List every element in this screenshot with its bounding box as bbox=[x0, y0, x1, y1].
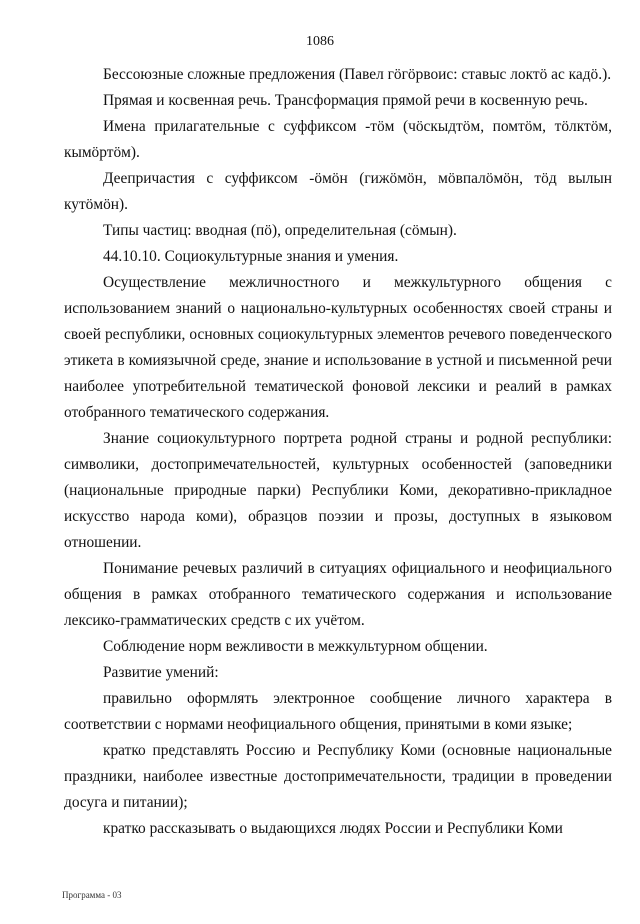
list-item-electronic-message: правильно оформлять электронное сообщение личного характера в соответствии с нормами неофициального общения, принятыми в коми языке; bbox=[64, 690, 612, 733]
list-item-famous-people: кратко рассказывать о выдающихся людях России и Республики Коми bbox=[103, 820, 563, 837]
paragraph-sociocultural-portrait: Знание социокультурного портрета родной страны и родной республики: символики, достопримечательностей, культурных особенностей (заповедники (национальные природные парки) Республики Коми, декоративно-прикладное искусство народа коми), образцов поэзии и прозы, доступных в языковом отношении. bbox=[64, 430, 612, 551]
footer-program-label: Программа - 03 bbox=[62, 890, 122, 900]
paragraph-asyndetic-sentences: Бессоюзные сложные предложения (Павел гӧгӧрвоис: ставыс локтӧ ас кадӧ.). bbox=[103, 66, 612, 83]
paragraph-gerunds-suffix: Деепричастия с суффиксом -ӧмӧн (гижӧмӧн, мӧвпалӧмӧн, тӧд вылын кутӧмӧн). bbox=[64, 170, 612, 213]
list-item-present-russia: кратко представлять Россию и Республику Коми (основные национальные праздники, наиболее известные достопримечательности, традиции в проведении досуга и питании); bbox=[64, 742, 612, 811]
paragraph-politeness-norms: Соблюдение норм вежливости в межкультурном общении. bbox=[103, 638, 488, 655]
paragraph-direct-indirect-speech: Прямая и косвенная речь. Трансформация прямой речи в косвенную речь. bbox=[103, 92, 588, 109]
paragraph-speech-differences: Понимание речевых различий в ситуациях официального и неофициального общения в рамках отобранного тематического содержания и использование лексико-грамматических средств с их учётом. bbox=[64, 560, 612, 629]
paragraph-adjectives-suffix: Имена прилагательные с суффиксом -тӧм (чӧскыдтӧм, помтӧм, тӧлктӧм, кымӧртӧм). bbox=[64, 118, 612, 161]
paragraph-skills-development: Развитие умений: bbox=[103, 664, 219, 681]
paragraph-particle-types: Типы частиц: вводная (пӧ), определительная (сӧмын). bbox=[103, 222, 457, 239]
paragraph-intercultural-communication: Осуществление межличностного и межкультурного общения с использованием знаний о национально-культурных особенностях своей страны и своей республики, основных социокультурных элементов речевого поведенческого этикета в комиязычной среде, знание и использование в устной и письменной речи наиболее употребительной тематической фоновой лексики и реалий в рамках отобранного тематического содержания. bbox=[64, 274, 612, 421]
section-heading: 44.10.10. Социокультурные знания и умения. bbox=[103, 248, 399, 265]
document-body bbox=[64, 62, 612, 842]
page-number: 1086 bbox=[306, 34, 334, 49]
